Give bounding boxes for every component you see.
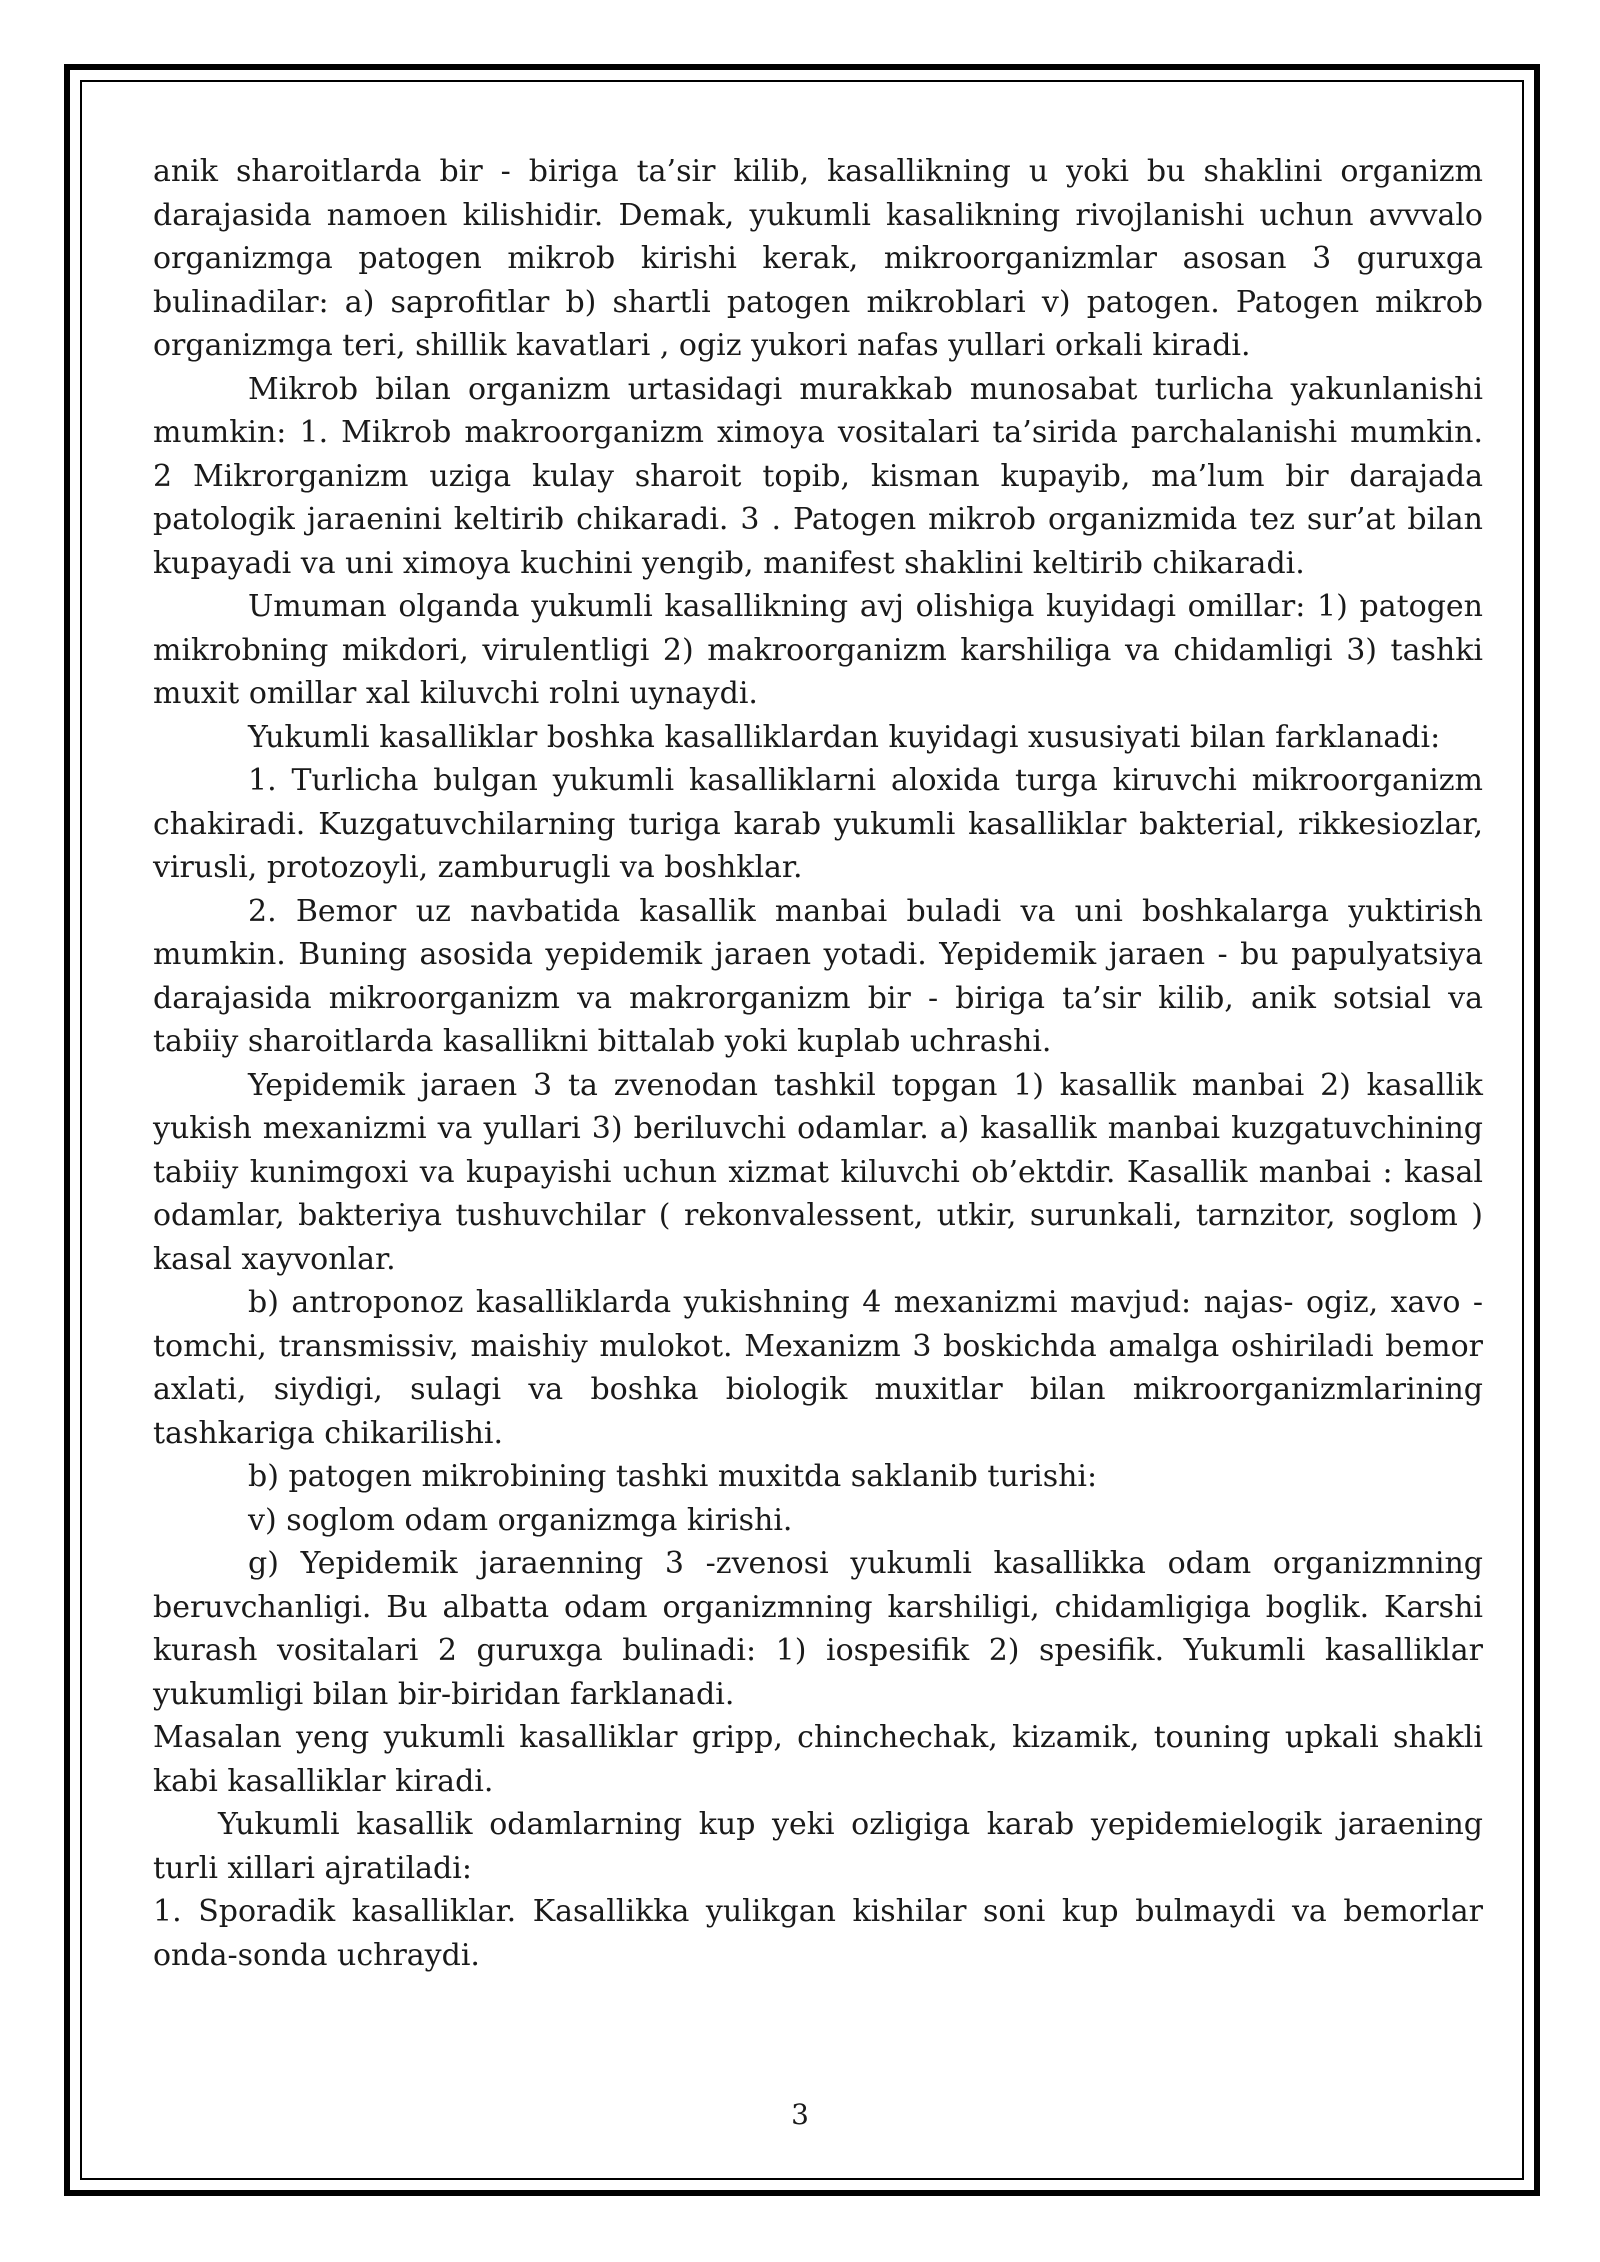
paragraph: anik sharoitlarda bir - biriga ta’sir kilib, kasallikning u yoki bu shaklini organizm darajasida namoen kilishidir. Demak, yukumli kasalikning rivojlanishi uchun avvvalo organizmga patogen mikrob kirishi kerak, mikroorganizmlar asosan 3 guruxga bulinadilar: a) saprofitlar b) shartli patogen mikroblari v) patogen. Patogen mikrob organizmga teri, shillik kavatlari , ogiz yukori nafas yullari orkali kiradi. [153,154,1483,363]
paragraph: Umuman olganda yukumli kasallikning avj olishiga kuyidagi omillar: 1) patogen mikrobning mikdori, virulentligi 2) makroorganizm karshiliga va chidamligi 3) tashki muxit omillar xal kiluvchi rolni uynaydi. [153,589,1483,711]
paragraph: Yukumli kasallik odamlarning kup yeki ozligiga karab yepidemielogik jaraening turli xillari ajratiladi: [153,1807,1483,1886]
page-number: 3 [791,2098,809,2131]
paragraph: Masalan yeng yukumli kasalliklar gripp, chinchechak, kizamik, touning upkali shakli kabi kasalliklar kiradi. [153,1720,1483,1799]
paragraph: Mikrob bilan organizm urtasidagi murakkab munosabat turlicha yakunlanishi mumkin: 1. Mikrob makroorganizm ximoya vositalari ta’sirida parchalanishi mumkin. 2 Mikrorganizm uziga kulay sharoit topib, kisman kupayib, ma’lum bir darajada patologik jaraenini keltirib chikaradi. 3 . Patogen mikrob organizmida tez sur’at bilan kupayadi va uni ximoya kuchini yengib, manifest shaklini keltirib chikaradi. [153,371,1483,581]
paragraph: v) soglom odam organizmga kirishi. [248,1502,793,1538]
paragraph: Yepidemik jaraen 3 ta zvenodan tashkil topgan 1) kasallik manbai 2) kasallik yukish mexanizmi va yullari 3) beriluvchi odamlar. a) kasallik manbai kuzgatuvchining tabiiy kunimgoxi va kupayishi uchun xizmat kiluvchi ob’ektdir. Kasallik manbai : kasal odamlar, bakteriya tushuvchilar ( rekonvalessent, utkir, surunkali, tarnzitor, soglom ) kasal xayvonlar. [153,1067,1483,1277]
paragraph: 2. Bemor uz navbatida kasallik manbai buladi va uni boshkalarga yuktirish mumkin. Buning asosida yepidemik jaraen yotadi. Yepidemik jaraen - bu papulyatsiya darajasida mikroorganizm va makrorganizm bir - biriga ta’sir kilib, anik sotsial va tabiiy sharoitlarda kasallikni bittalab yoki kuplab uchrashi. [153,893,1483,1059]
paragraph: b) antroponoz kasalliklarda yukishning 4 mexanizmi mavjud: najas- ogiz, xavo - tomchi, transmissiv, maishiy mulokot. Mexanizm 3 boskichda amalga oshiriladi bemor axlati, siydigi, sulagi va boshka biologik muxitlar bilan mikroorganizmlarining tashkariga chikarilishi. [153,1285,1483,1451]
paragraph: g) Yepidemik jaraenning 3 -zvenosi yukumli kasallikka odam organizmning beruvchanligi. Bu albatta odam organizmning karshiligi, chidamligiga boglik. Karshi kurash vositalari 2 guruxga bulinadi: 1) iospesifik 2) spesifik. Yukumli kasalliklar yukumligi bilan bir-biridan farklanadi. [153,1546,1483,1712]
paragraph: 1. Turlicha bulgan yukumli kasalliklarni aloxida turga kiruvchi mikroorganizm chakiradi. Kuzgatuvchilarning turiga karab yukumli kasalliklar bakterial, rikkesiozlar, virusli, protozoyli, zamburugli va boshklar. [153,763,1483,885]
paragraph: 1. Sporadik kasalliklar. Kasallikka yulikgan kishilar soni kup bulmaydi va bemorlar onda-sonda uchraydi. [153,1894,1483,1973]
paragraph: Yukumli kasalliklar boshka kasalliklardan kuyidagi xususiyati bilan farklanadi: [248,719,1441,755]
paragraph: b) patogen mikrobining tashki muxitda saklanib turishi: [248,1459,1098,1494]
page-content [153,150,1483,1977]
